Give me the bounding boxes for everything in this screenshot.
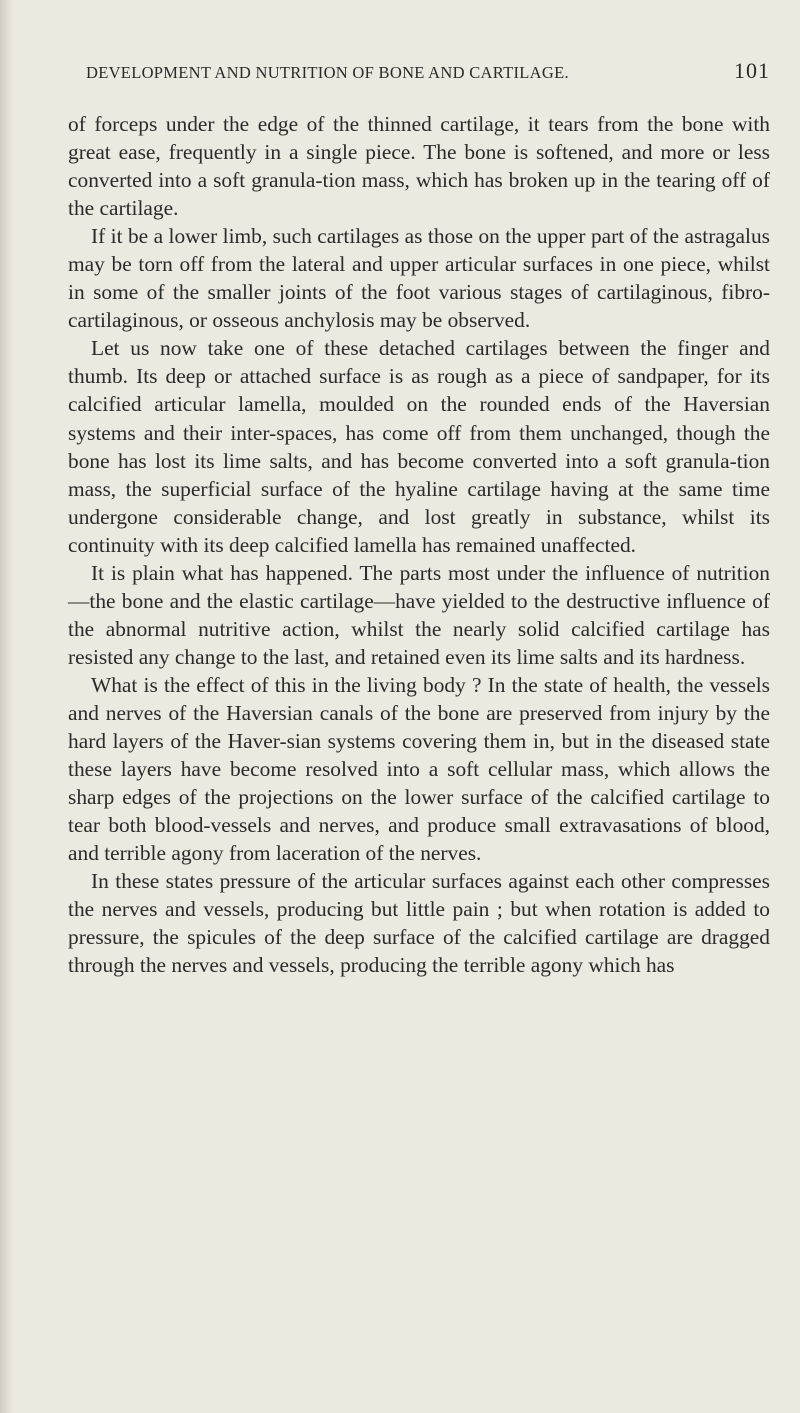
paragraph-5: What is the effect of this in the living body ? In the state of health, the vessels and nerves of the Haversian canals of the bone are preserved from injury by the hard layers of the Haver-sian systems covering them in, but in the diseased state these layers have become resolved into a soft cellular mass, which allows the sharp edges of the projections on the lower surface of the calcified cartilage to tear both blood-vessels and nerves, and produce small extravasations of blood, and terrible agony from laceration of the nerves. [68, 672, 770, 866]
book-page [68, 58, 770, 979]
paragraph-4: It is plain what has happened. The parts most under the influence of nutrition—the bone and the elastic cartilage—have yielded to the destructive influence of the abnormal nutritive action, whilst the nearly solid calcified cartilage has resisted any change to the last, and retained even its lime salts and its hardness. [68, 560, 770, 669]
paragraph-2: If it be a lower limb, such cartilages as those on the upper part of the astragalus may be torn off from the lateral and upper articular surfaces in one piece, whilst in some of the smaller joints of the foot various stages of cartilaginous, fibro-cartilaginous, or osseous anchylosis may be observed. [68, 224, 770, 333]
page-number: 101 [734, 58, 770, 83]
running-head-title: DEVELOPMENT AND NUTRITION OF BONE AND CARTILAGE. [86, 63, 569, 82]
paragraph-6: In these states pressure of the articular surfaces against each other compresses the nerves and vessels, producing but little pain ; but when rotation is added to pressure, the spicules of the deep surface of the calcified cartilage are dragged through the nerves and vessels, producing the terrible agony which has [68, 869, 770, 978]
page-gutter-shadow [0, 0, 14, 1413]
body-text [68, 110, 770, 979]
paragraph-3: Let us now take one of these detached cartilages between the finger and thumb. Its deep or attached surface is as rough as a piece of sandpaper, for its calcified articular lamella, moulded on the rounded ends of the Haversian systems and their inter-spaces, has come off from them unchanged, though the bone has lost its lime salts, and has become converted into a soft granula-tion mass, the superficial surface of the hyaline cartilage having at the same time undergone considerable change, and lost greatly in substance, whilst its continuity with its deep calcified lamella has remained unaffected. [68, 336, 770, 557]
paragraph-1: of forceps under the edge of the thinned cartilage, it tears from the bone with great ease, frequently in a single piece. The bone is softened, and more or less converted into a soft granula-tion mass, which has broken up in the tearing off of the cartilage. [68, 112, 770, 221]
running-head [68, 58, 770, 92]
